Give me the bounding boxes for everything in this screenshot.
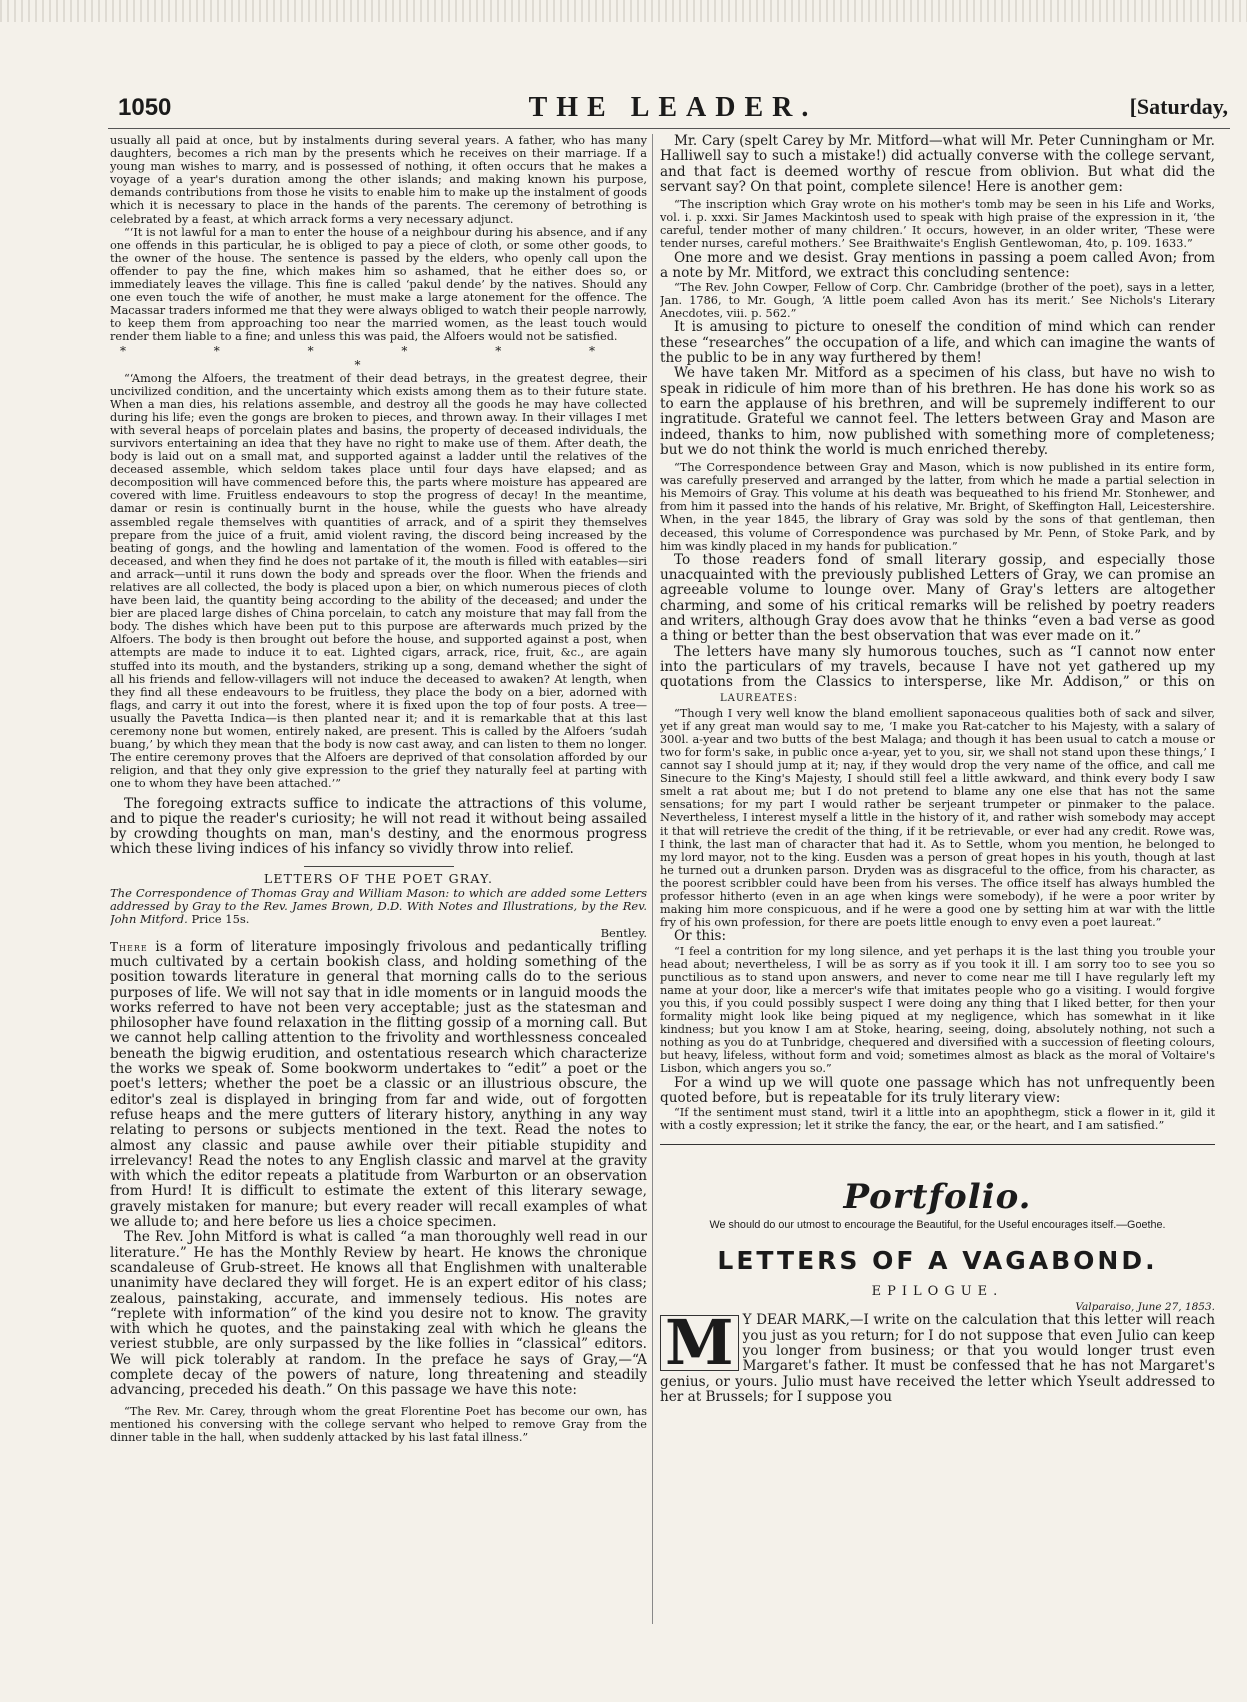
letter-dateline: Valparaiso, June 27, 1853. — [1075, 1301, 1215, 1314]
quoted-letter: “Though I very well know the bland emollient saponaceous qualities both of sack and silver, yet if any great man would say to me, ‘I make you Rat-catcher to his Majesty, with a salary of 300l. a-year and two butts of the best Malaga; and though it has been usual to catch a mouse or two for form's sake, in public once a-year, yet to you, sir, we shall not stand upon these things,’ I cannot say I should jump at it; nay, if they would drop the very name of the office, and call me Sinecure to the King's Majesty, I should still feel a little awkward, and think every body I saw smelt a rat about me; but I do not pretend to blame any one else that has not the same sensations; for my part I would rather be serjeant trumpeter or pinmaker to the palace. Nevertheless, I interest myself a little in the history of it, and rather wish somebody may accept it that will retrieve the credit of the thing, if it be retrievable, or ever had any credit. Rowe was, I think, the last man of character that had it. As to Settle, whom you mention, he belonged to my lord mayor, not to the king. Eusden was a person of great hopes in his youth, though at last he turned out a drunken parson. Dryden was as disgraceful to the office, from his character, as the poorest scribbler could have been from his verses. The office itself has always humbled the professor hitherto (even in an age when kings were somebody), if he were a poor writer by making him more conspicuous, and if he were a good one by setting him at war with the little fry of his own profession, for there are poets little enough to envy even a poet laureat.” — [660, 706, 1215, 930]
paragraph: For a wind up we will quote one passage which has not unfrequently been quoted before, but is repeatable for its truly literary view: — [660, 1074, 1215, 1106]
paragraph: The Rev. John Mitford is what is called “a man thoroughly well read in our literature.” He has the Monthly Review by heart. He knows the chronique scandaleuse of Grub-street. He knows all that Englishmen with unalterable unanimity have declared they will forget. He is an expert editor of his class; zealous, painstaking, accurate, and immensely tedious. His notes are “replete with information” of the kind you desire not to know. The gravity with which he quotes, and the painstaking zeal with which he gleans the veriest stubble, are only surpassed by the like follies in “classical” editors. We will pick tolerably at random. In the preface he says of Gray,—“A complete decay of the powers of nature, long threatening and steadily advancing, preceded his death.” On this passage we have this note: — [110, 1229, 647, 1399]
page-number: 1050 — [118, 94, 172, 121]
paragraph — [660, 645, 1215, 707]
paragraph: It is amusing to picture to oneself the condition of mind which can render these “researches” the occupation of a life, and which can imagine the wants of the public to be in any way furthered by them! — [660, 319, 1215, 367]
paragraph — [110, 940, 647, 1231]
book-citation — [110, 887, 647, 926]
paragraph: Or this: — [674, 928, 727, 945]
quoted-note: “The Rev. John Cowper, Fellow of Corp. Chr. Cambridge (brother of the poet), says in a letter, Jan. 1786, to Mr. Gough, ‘A little poem called Avon has its merit.’ See Nichols's Literary Anecdotes, viii. p. 562.” — [660, 281, 1215, 321]
header-day: [Saturday, — [1129, 94, 1228, 119]
quoted-note: “The Correspondence between Gray and Mason, which is now published in its entire form, was carefully preserved and arranged by the latter, from which he made a partial selection in his Memoirs of Gray. This volume at his death was bequeathed to his friend Mr. Stonhewer, and from him it passed into the hands of his relative, Mr. Bright, of Skeffington Hall, Leicestershire. When, in the year 1845, the library of Gray was sold by the sons of that gentleman, then deceased, this volume of Correspondence was purchased by Mr. Penn, of Stoke Park, and by him was kindly placed in my hands for publication.” — [660, 461, 1215, 553]
scan-edge-noise — [0, 0, 1247, 22]
drop-cap: M — [660, 1315, 739, 1371]
header-rule — [108, 128, 1230, 129]
citation-text: The Correspondence of Thomas Gray and William Mason: to which are added some Letters addressed by Gray to the Rev. James Brown, D.D. With Notes and Illustrations, by the Rev. John Mitford. — [110, 885, 647, 926]
right-column — [660, 134, 1215, 1626]
section-stars: * * * * * * * — [119, 343, 638, 372]
paragraph: One more and we desist. Gray mentions in passing a poem called Avon; from a note by Mr. Mitford, we extract this concluding sentence: — [660, 249, 1215, 281]
quoted-note: “The Rev. Mr. Carey, through whom the great Florentine Poet has become our own, has mentioned his conversing with the college servant who helped to remove Gray from the dinner table in the hall, when suddenly attacked by his last fatal illness.” — [110, 1404, 647, 1444]
section-rule — [304, 866, 454, 867]
epilogue-heading: EPILOGUE. — [871, 1284, 1004, 1300]
vagabond-title: LETTERS OF A VAGABOND. — [717, 1246, 1158, 1276]
quoted-letter: “If the sentiment must stand, twirl it a little into an apophthegm, stick a flower in it, gild it with a costly expression; let it strike the fancy, the ear, or the heart, and I am satisfied.” — [660, 1106, 1215, 1133]
paragraph: To those readers fond of small literary gossip, and especially those unacquainted with the previously published Letters of Gray, we can promise an agreeable volume to lounge over. Many of Gray's letters are altogether charming, and some of his critical remarks will be relished by poetry readers and writers, although Gray does avow that he thinks “even a bad verse as good a thing or better than the best observation that was ever made on it.” — [660, 551, 1215, 645]
masthead-title: THE LEADER. — [528, 92, 818, 123]
paragraph: “‘Among the Alfoers, the treatment of their dead betrays, in the greatest degree, their uncivilized condition, and the uncertainty which exists among them as to their future state. When a man dies, his relations assemble, and destroy all the goods he may have collected during his life; even the gongs are broken to pieces, and thrown away. In their villages I met with several heaps of porcelain plates and basins, the property of deceased individuals, the survivors entertaining an idea that they have no right to make use of them. After death, the body is laid out on a small mat, and supported against a ladder until the relatives of the deceased assemble, which seldom takes place until four days have elapsed; and as decomposition will have commenced before this, the parts where moisture has appeared are covered with lime. Fruitless endeavours to stop the progress of decay! In the meantime, damar or resin is continually burnt in the house, while the guests who have already assembled regale themselves with quantities of arrack, and of a spirit they themselves prepare from the juice of a fruit, amid violent raving, the discord being increased by the beating of gongs, and the howling and lamentation of the women. Food is offered to the deceased, and when they find he does not partake of it, the mouth is filled with eatables—siri and arrack—until it runs down the body and spreads over the floor. When the friends and relatives are all collected, the body is placed upon a bier, on which numerous pieces of cloth have been laid, the quantity being according to the ability of the deceased; and under the bier are placed large dishes of China porcelain, to catch any moisture that may fall from the body. The dishes which have been put to this purpose are afterwards much prized by the Alfoers. The body is then brought out before the house, and supported against a post, when attempts are made to induce it to eat. Lighted cigars, arrack, rice, fruit, &c., are again stuffed into its mouth, and the bystanders, striking up a song, demand whether the sight of all his friends and fellow-villagers will not induce the deceased to awaken? At length, when they find all these endeavours to be fruitless, they place the body on a bier, adorned with flags, and carry it out into the forest, where it is fixed upon the top of four posts. A tree—usually the Pavetta Indica—is then planted near it; and it is remarkable that at this last ceremony none but women, entirely naked, are present. This is called by the Alfoers ‘sudah buang,’ by which they mean that the body is now cast away, and can listen to them no longer. The entire ceremony proves that the Alfoers are deprived of that consolation afforded by our religion, and that they only give expression to the grief they naturally feel at parting with one to whom they have been attached.’” — [110, 371, 647, 791]
paragraph: “‘It is not lawful for a man to enter the house of a neighbour during his absence, and if any one offends in this particular, he is obliged to pay a piece of cloth, or some other goods, to the owner of the house. The sentence is passed by the elders, who openly call upon the offender to pay the fine, which makes him so ashamed, that he either does so, or immediately leaves the village. This fine is called ‘pakul dende’ by the natives. Should any one even touch the wife of another, he must make a large atonement for the offence. The Macassar traders informed me that they were always obliged to watch their people narrowly, to keep them from approaching too near the married women, as the least touch would render them liable to a fine; and unless this was paid, the Alfoers would not be satisfied. — [110, 225, 647, 344]
paragraph: The foregoing extracts suffice to indicate the attractions of this volume, and to pique the reader's curiosity; he will not read it without being assailed by crowding thoughts on man, man's destiny, and the enormous progress which these living indices of his infancy so vividly throw into relief. — [110, 795, 647, 858]
section-divider — [660, 1144, 1215, 1145]
portfolio-section — [660, 1175, 1215, 1405]
quoted-letter: “I feel a contrition for my long silence, and yet perhaps it is the last thing you trouble your head about; nevertheless, I will be as sorry as if you took it ill. I am sorry too to see you so punctilious as to stand upon answers, and never to come near me till I have regularly left my name at your door, like a mercer's wife that imitates people who go a visiting. I would forgive you this, if you could possibly suspect I were doing any thing that I liked better, for then your formality might look like being piqued at my negligence, which has somewhat in it like kindness; but you know I am at Stoke, hearing, seeing, doing, absolutely nothing, not such a nothing as you do at Tunbridge, chequered and diversified with a succession of fleeting colours, but heavy, lifeless, without form and void; sometimes almost as black as the moral of Voltaire's Lisbon, which angers you so.” — [660, 944, 1215, 1076]
paragraph: Mr. Cary (spelt Carey by Mr. Mitford—what will Mr. Peter Cunningham or Mr. Halliwell say to such a mistake!) did actually converse with the college servant, and that fact is deemed worthy of rescue from oblivion. But what did the servant say? On that point, complete silence! Here is another gem: — [660, 134, 1215, 195]
column-divider — [652, 134, 653, 1624]
publisher: Bentley. — [600, 925, 647, 940]
portfolio-title: Portfolio. — [843, 1177, 1032, 1218]
letter-text: Y DEAR MARK,—I write on the calculation that this letter will reach you just as you return; for I do not suppose that even Julio can keep you longer from business; or that you would longer trust even Margaret's father. It must be confessed that he has not Margaret's genius, or yours. Julio must have received the letter which Yseult addressed to her at Brussels; for I suppose you — [660, 1312, 1215, 1405]
left-column — [110, 134, 647, 1626]
paragraph-text: is a form of literature imposingly frivolous and pedantically trifling much cultivated by a certain bookish class, and holding something of the position towards literature in general that morning calls do to the serious purposes of life. We will not say that in idle moments or in languid moods the works referred to have not been very acceptable; just as the statesman and philosopher have found relaxation in the flitting gossip of a morning call. But we cannot help calling attention to the frivolity and worthlessness concealed beneath the bigwig erudition, and ostentatious research which characterize the works we speak of. Some bookworm undertakes to “edit” a poet or the poet's letters; whether the poet be a classic or an illustrious obscure, the editor's zeal is displayed in bringing from far and wide, out of forgotten refuse heaps and the mere gutters of literary history, anything in any way relating to persons or subjects mentioned in the text. Read the notes to almost any classic and pause awhile over their pitiable stupidity and irrelevancy! Read the notes to any English classic and marvel at the gravity with which the editor repeats a platitude from Warburton or an observation from Hurd! It is difficult to estimate the extent of this literary sewage, gravely mistaken for manure; but every reader will recall examples of what we allude to; and here before us lies a choice specimen. — [110, 938, 647, 1231]
quoted-note: “The inscription which Gray wrote on his mother's tomb may be seen in his Life and Works, vol. i. p. xxxi. Sir James Mackintosh used to speak with high praise of the expression in it, ‘the careful, tender mother of many children.’ It occurs, however, in an older writer, ‘These were tender nurses, careful mothers.’ See Braithwaite's English Gentlewoman, 4to, p. 109. 1633.” — [660, 198, 1215, 251]
book-price: Price 15s. — [191, 911, 250, 926]
paragraph: usually all paid at once, but by instalments during several years. A father, who has many daughters, becomes a rich man by the presents which he receives on their marriage. If a young man wishes to marry, and is possessed of nothing, it often occurs that he makes a voyage of a year's duration among the other islands; and making known his purpose, demands contributions from those he visits to enable him to make up the instalment of goods which it is necessary to place in the hands of the parents. The ceremony of betrothing is celebrated by a feast, at which arrack forms a very necessary adjunct. — [110, 134, 647, 226]
subheading-laureates: LAUREATES: — [720, 693, 798, 705]
review-title: LETTERS OF THE POET GRAY. — [263, 870, 494, 886]
lead-word: There — [110, 939, 148, 954]
paragraph: We have taken Mr. Mitford as a specimen of his class, but have no wish to speak in ridicule of him more than of his brethren. He has done his work so as to earn the applause of his brethren, and will be supremely indifferent to our ingratitude. Grateful we cannot feel. The letters between Gray and Mason are indeed, thanks to him, now published with something more of completeness; but we do not think the world is much enriched thereby. — [660, 365, 1215, 458]
page-header — [118, 92, 1228, 126]
paragraph-text: The letters have many sly humorous touches, such as “I cannot now enter into the particulars of my travels, because I have not yet gathered up my quotations from the Classics to intersperse, like Mr. Addison,” or this on — [660, 643, 1215, 691]
portfolio-motto: We should do our utmost to encourage the Beautiful, for the Useful encourages itself.—Goethe. — [709, 1219, 1166, 1232]
